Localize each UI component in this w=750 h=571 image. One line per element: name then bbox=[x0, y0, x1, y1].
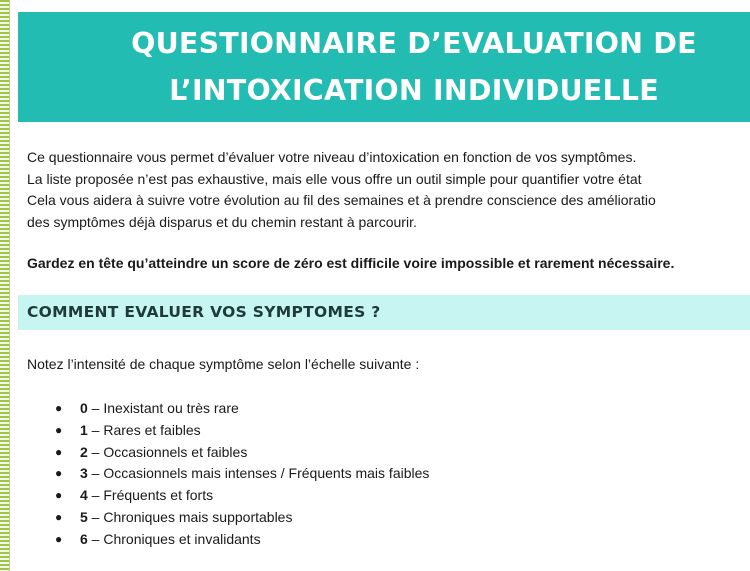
score-value: 1 bbox=[80, 421, 88, 438]
list-item bbox=[55, 398, 429, 420]
score-label: – Occasionnels et faibles bbox=[87, 443, 248, 460]
list-item bbox=[55, 507, 429, 529]
score-label: – Rares et faibles bbox=[87, 421, 201, 438]
list-item bbox=[55, 463, 429, 485]
bullet-icon: ● bbox=[55, 531, 63, 546]
section-heading: COMMENT EVALUER VOS SYMPTOMES ? bbox=[18, 295, 750, 330]
list-item bbox=[55, 529, 429, 551]
score-label: – Occasionnels mais intenses / Fréquents mais faibles bbox=[87, 465, 430, 482]
warning-text: Gardez en tête qu’atteindre un score de zéro est difficile voire impossible et rarement nécessaire. bbox=[27, 255, 675, 271]
bullet-icon: ● bbox=[55, 444, 63, 459]
title-line-2: L’INTOXICATION INDIVIDUELLE bbox=[169, 74, 659, 107]
intro-line: des symptômes déjà disparus et du chemin restant à parcourir. bbox=[27, 213, 417, 230]
intro-line: La liste proposée n’est pas exhaustive, mais elle vous offre un outil simple pour quantifier votre état bbox=[27, 170, 642, 187]
bullet-icon: ● bbox=[55, 401, 63, 415]
intro-paragraph bbox=[27, 147, 750, 233]
scale-list bbox=[55, 398, 429, 551]
score-value: 2 bbox=[80, 443, 88, 460]
list-item bbox=[55, 485, 429, 507]
score-label: – Inexistant ou très rare bbox=[87, 400, 239, 416]
score-label: – Fréquents et forts bbox=[87, 487, 214, 504]
intro-line: Ce questionnaire vous permet d’évaluer votre niveau d’intoxication en fonction de vos symptômes. bbox=[27, 149, 637, 165]
score-label: – Chroniques et invalidants bbox=[87, 530, 261, 547]
score-label: – Chroniques mais supportables bbox=[87, 508, 293, 525]
score-value: 6 bbox=[80, 530, 88, 547]
score-value: 4 bbox=[80, 487, 88, 504]
intro-line: Cela vous aidera à suivre votre évolution au fil des semaines et à prendre conscience des amélioratio bbox=[27, 192, 656, 208]
score-value: 5 bbox=[80, 508, 88, 525]
bullet-icon: ● bbox=[55, 488, 63, 503]
scale-intro-text: Notez l’intensité de chaque symptôme selon l’échelle suivante : bbox=[27, 356, 420, 372]
score-value: 3 bbox=[80, 465, 88, 482]
list-item bbox=[55, 420, 429, 442]
score-value: 0 bbox=[80, 400, 88, 416]
bullet-icon: ● bbox=[55, 422, 63, 437]
title-line-1: QUESTIONNAIRE D’EVALUATION DE bbox=[131, 27, 697, 60]
title-banner bbox=[18, 12, 750, 122]
decorative-left-border bbox=[0, 0, 10, 571]
list-item bbox=[55, 442, 429, 464]
bullet-icon: ● bbox=[55, 466, 63, 481]
bullet-icon: ● bbox=[55, 509, 63, 524]
